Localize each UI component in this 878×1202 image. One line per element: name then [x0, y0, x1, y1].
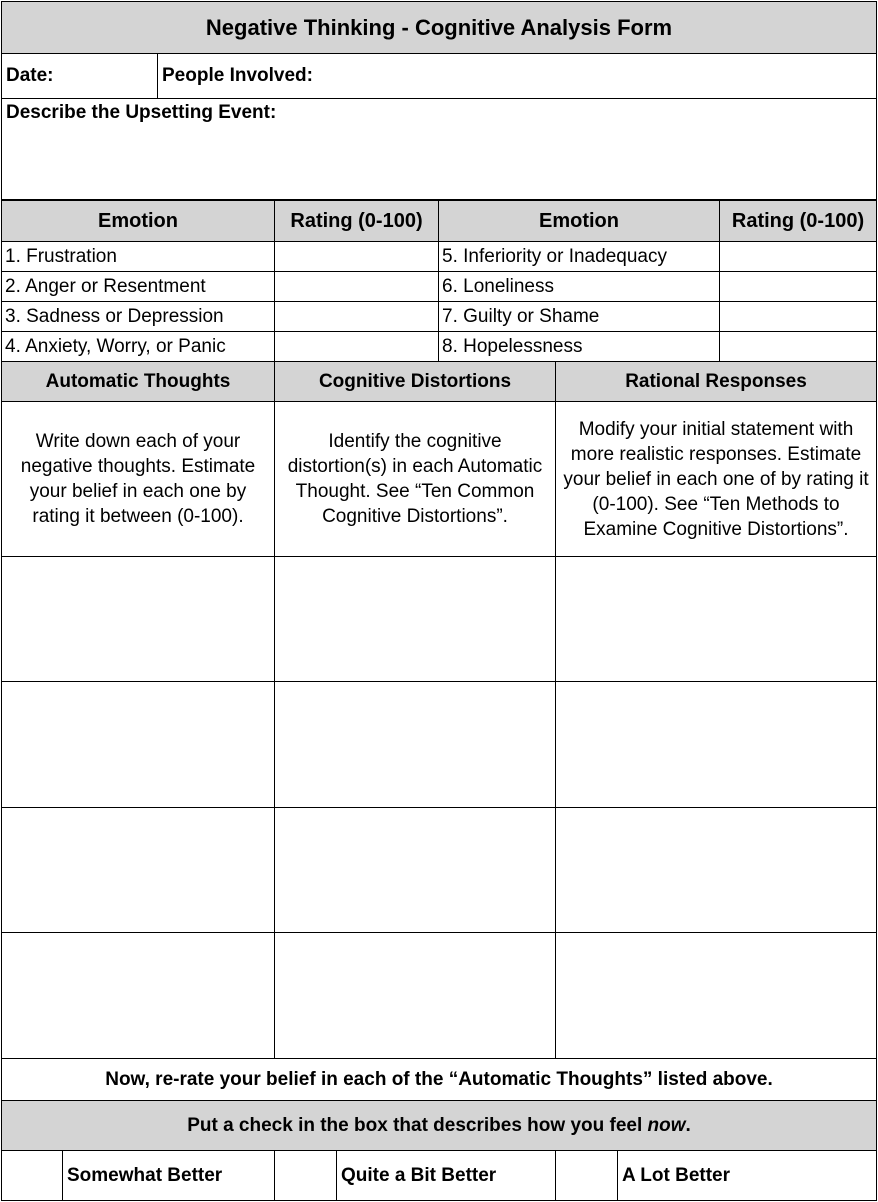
emotion-item: 8. Hopelessness [438, 331, 720, 362]
emotion-item: 6. Loneliness [438, 271, 720, 302]
form-title: Negative Thinking - Cognitive Analysis Form [1, 1, 877, 54]
emotion-rating-input[interactable] [719, 271, 877, 302]
rational-responses-instructions: Modify your initial statement with more realistic responses. Estimate your belief in each one of by rating it (0-100). See “Ten Methods to Examine Cognitive Distortions”. [555, 401, 877, 557]
option-quite-a-bit-better: Quite a Bit Better [336, 1150, 556, 1201]
rational-response-entry[interactable] [555, 556, 877, 682]
rational-response-entry[interactable] [555, 932, 877, 1059]
cognitive-distortion-entry[interactable] [274, 807, 556, 933]
emotion-item: 4. Anxiety, Worry, or Panic [1, 331, 275, 362]
emotion-item: 7. Guilty or Shame [438, 301, 720, 332]
rational-response-entry[interactable] [555, 681, 877, 808]
rational-response-entry[interactable] [555, 807, 877, 933]
emotion-rating-input[interactable] [274, 331, 439, 362]
emotion-rating-input[interactable] [719, 241, 877, 272]
check-prompt [1, 1100, 877, 1151]
cognitive-distortions-instructions: Identify the cognitive distortion(s) in each Automatic Thought. See “Ten Common Cognitive Distortions”. [274, 401, 556, 557]
check-prompt-end: . [685, 1114, 691, 1136]
emotion-header-right: Emotion [438, 200, 720, 242]
checkbox-quite-a-bit-better[interactable] [274, 1150, 337, 1201]
emotion-rating-input[interactable] [274, 241, 439, 272]
automatic-thought-entry[interactable] [1, 807, 275, 933]
cognitive-distortion-entry[interactable] [274, 932, 556, 1059]
rerate-instruction: Now, re-rate your belief in each of the “Automatic Thoughts” listed above. [1, 1058, 877, 1101]
cognitive-distortions-header: Cognitive Distortions [274, 361, 556, 402]
check-prompt-emphasis: now [647, 1114, 686, 1136]
emotion-rating-input[interactable] [719, 301, 877, 332]
rating-header-left: Rating (0-100) [274, 200, 439, 242]
rational-responses-header: Rational Responses [555, 361, 877, 402]
emotion-item: 2. Anger or Resentment [1, 271, 275, 302]
automatic-thought-entry[interactable] [1, 556, 275, 682]
automatic-thoughts-header: Automatic Thoughts [1, 361, 275, 402]
option-a-lot-better: A Lot Better [617, 1150, 877, 1201]
automatic-thought-entry[interactable] [1, 932, 275, 1059]
automatic-thoughts-instructions: Write down each of your negative thoughts. Estimate your belief in each one by rating it between (0-100). [1, 401, 275, 557]
cognitive-distortion-entry[interactable] [274, 681, 556, 808]
upsetting-event-field[interactable]: Describe the Upsetting Event: [1, 98, 877, 200]
emotion-item: 1. Frustration [1, 241, 275, 272]
rating-header-right: Rating (0-100) [719, 200, 877, 242]
automatic-thought-entry[interactable] [1, 681, 275, 808]
emotion-rating-input[interactable] [274, 271, 439, 302]
emotion-item: 3. Sadness or Depression [1, 301, 275, 332]
emotion-rating-input[interactable] [719, 331, 877, 362]
people-involved-field[interactable]: People Involved: [157, 53, 877, 99]
emotion-header-left: Emotion [1, 200, 275, 242]
option-somewhat-better: Somewhat Better [62, 1150, 275, 1201]
checkbox-a-lot-better[interactable] [555, 1150, 618, 1201]
date-field[interactable]: Date: [1, 53, 158, 99]
emotion-item: 5. Inferiority or Inadequacy [438, 241, 720, 272]
cognitive-distortion-entry[interactable] [274, 556, 556, 682]
checkbox-somewhat-better[interactable] [1, 1150, 63, 1201]
check-prompt-text: Put a check in the box that describes how you feel [187, 1114, 648, 1136]
emotion-rating-input[interactable] [274, 301, 439, 332]
